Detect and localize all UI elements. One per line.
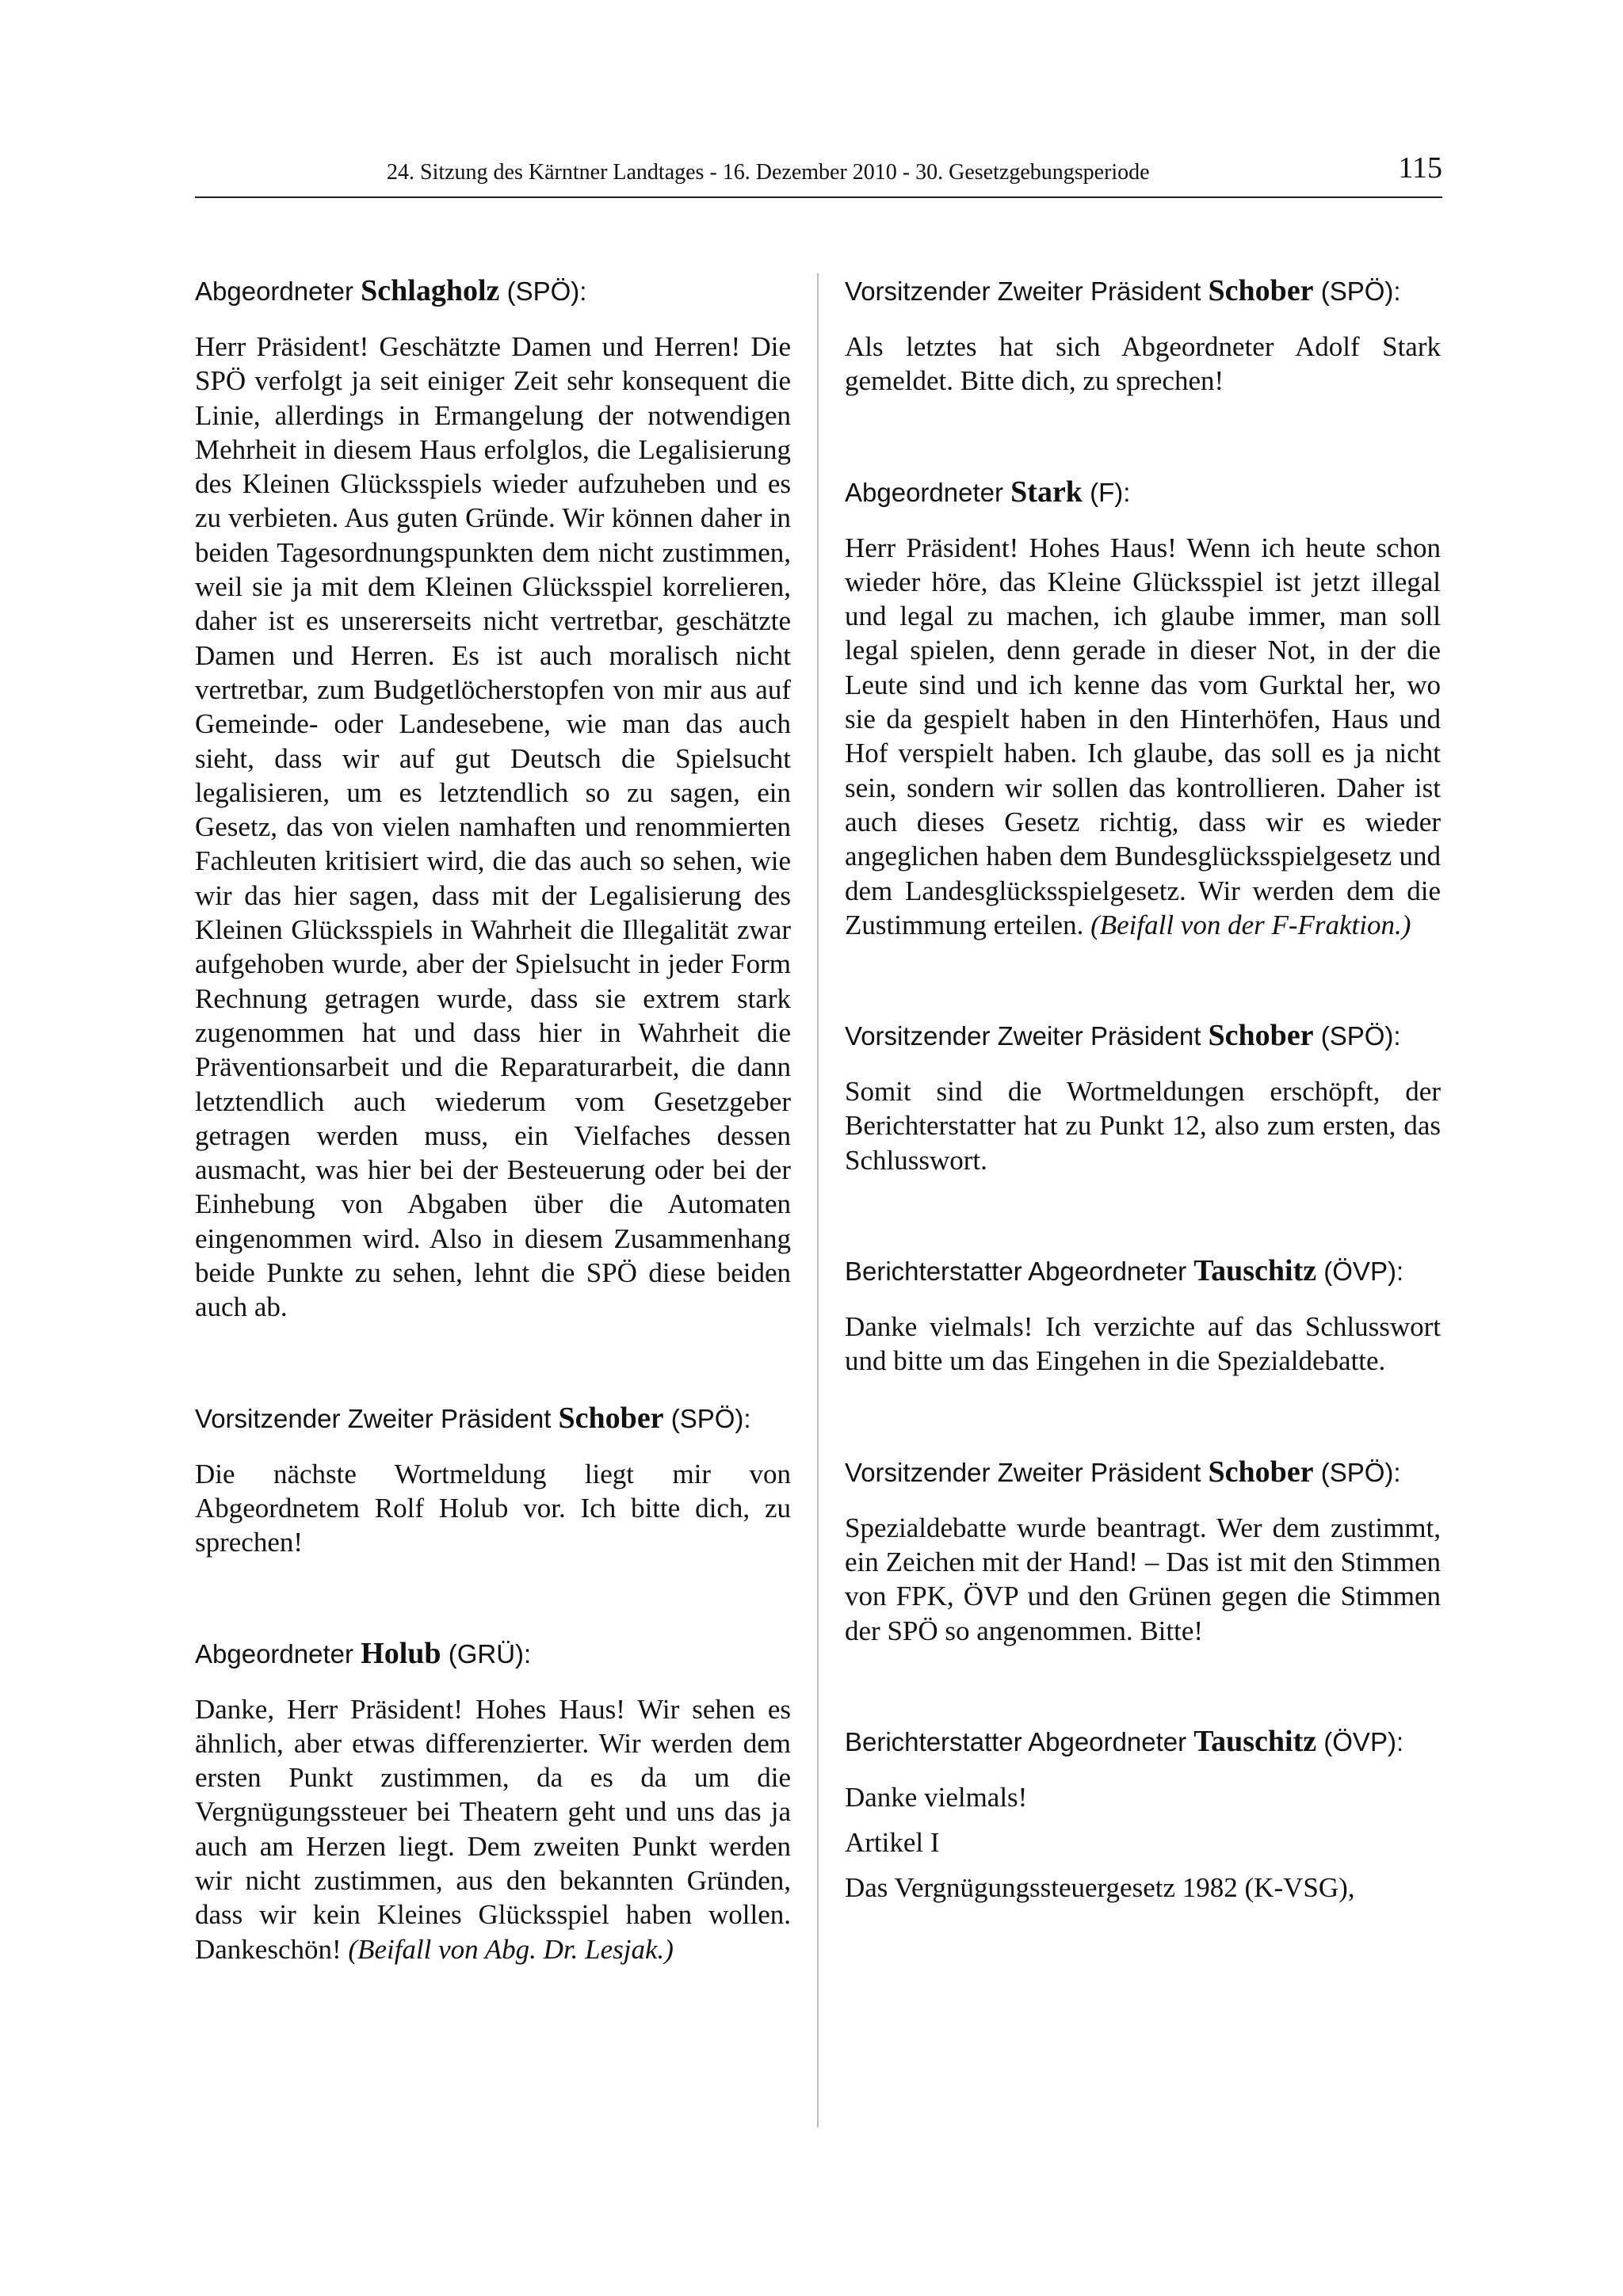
speaker-heading (845, 273, 1441, 309)
speaker-heading (195, 1636, 791, 1672)
speech-paragraph: Spezialdebatte wurde beantragt. Wer dem zustimmt, ein Zeichen mit der Hand! – Das ist mit den Stimmen von FPK, ÖVP und den Grünen gegen die Stimmen der SPÖ so angenommen. Bitte! (845, 1512, 1441, 1646)
speaker-party: (SPÖ): (663, 1403, 751, 1433)
speech-paragraph: Herr Präsident! Geschätzte Damen und Herren! Die SPÖ verfolgt ja seit einiger Zeit sehr konsequent die Linie, allerdings in Ermangelung der notwendigen Mehrheit in diesem Haus erfolglos, die Legalisierung des Kleinen Glücksspiels wieder aufzuheben und es zu verbieten. Aus guten Gründe. Wir können daher in beiden Tagesordnungspunkten dem nicht zustimmen, weil sie ja mit dem Kleinen Glücksspiel korrelieren, daher ist es unsererseits nicht vertretbar, geschätzte Damen und Herren. Es ist auch moralisch nicht vertretbar, zum Budgetlöcherstopfen von mir aus auf Gemeinde- oder Landesebene, wie man das auch sieht, dass wir auf gut Deutsch die Spielsucht legalisieren, um es letztendlich so zu sagen, ein Gesetz, das von vielen namhaften und renommierten Fachleuten kritisiert wird, die das auch so sehen, wie wir das hier sagen, dass mit der Legalisierung des Kleinen Glücksspiels in Wahrheit die Illegalität zwar aufgehoben wurde, aber der Spielsucht in jeder Form Rechnung getragen wurde, dass sie extrem stark zugenommen hat und dass hier in Wahrheit die Präventionsarbeit und die Reparaturarbeit, die dann letztendlich auch wiederum vom Gesetzgeber getragen werden muss, ein Vielfaches dessen ausmacht, was hier bei der Besteuerung oder bei der Einhebung von Abgaben über die Automaten eingenommen wird. Also in diesem Zusammenhang beide Punkte zu sehen, lehnt die SPÖ diese beiden auch ab. (195, 331, 791, 1323)
speaker-name: Tauschitz (1193, 1724, 1317, 1758)
speaker-heading (845, 1724, 1441, 1760)
speaker-party: (SPÖ): (1313, 1021, 1401, 1051)
speech-paragraph: Als letztes hat sich Abgeordneter Adolf Stark gemeldet. Bitte dich, zu sprechen! (845, 331, 1441, 397)
speech-text: Danke, Herr Präsident! Hohes Haus! Wir sehen es ähnlich, aber etwas differenzierter. Wir werden dem ersten Punkt zustimmen, da es da um die Vergnügungssteuer bei Theatern geht und uns das ja auch am Herzen liegt. Dem zweiten Punkt werden wir nicht zustimmen, aus den bekannten Gründen, dass wir kein Kleines Glücksspiel haben wollen. Dankeschön! (195, 1693, 791, 1965)
column-divider (817, 273, 819, 2127)
speech-paragraph: Das Vergnügungssteuergesetz 1982 (K-VSG), (845, 1872, 1355, 1904)
speaker-heading (195, 1401, 791, 1436)
speech-text: Herr Präsident! Hohes Haus! Wenn ich heute schon wieder höre, das Kleine Glücksspiel ist jetzt illegal und legal zu machen, ich glaube immer, man soll legal spielen, denn gerade in dieser Not, in der die Leute sind und ich kenne das vom Gurktal her, wo sie da gespielt haben in den Hinterhöfen, Haus und Hof verspielt haben. Ich glaube, das soll es ja nicht sein, sondern wir sollen das kontrollieren. Daher ist auch dieses Gesetz richtig, dass wir es wieder angeglichen haben dem Bundesglücksspielgesetz und dem Landesglücksspielgesetz. Wir werden dem die Zustimmung erteilen. (845, 532, 1441, 940)
speaker-name: Schober (1208, 1455, 1314, 1489)
page-header (195, 151, 1442, 198)
right-column (845, 273, 1441, 1905)
speech-paragraph: Somit sind die Wortmeldungen erschöpft, der Berichterstatter hat zu Punkt 12, also zum ersten, das Schlusswort. (845, 1076, 1441, 1176)
speaker-heading (845, 1253, 1441, 1289)
applause-note: (Beifall von Abg. Dr. Lesjak.) (348, 1933, 674, 1965)
speaker-party: (SPÖ): (1313, 1457, 1401, 1487)
speaker-heading (845, 1455, 1441, 1490)
speaker-party: (SPÖ): (1313, 277, 1401, 306)
left-column (195, 273, 791, 1966)
applause-note: (Beifall von der F-Fraktion.) (1090, 909, 1411, 940)
speech-paragraph (845, 531, 1441, 943)
speaker-party: (GRÜ): (441, 1638, 532, 1669)
speaker-name: Schober (1208, 274, 1314, 307)
speaker-role: Vorsitzender Zweiter Präsident (845, 1457, 1209, 1487)
speaker-role: Berichterstatter Abgeordneter (845, 1257, 1194, 1287)
speaker-name: Schober (558, 1401, 664, 1435)
speaker-name: Stark (1010, 475, 1083, 509)
speech-paragraph: Danke vielmals! (845, 1781, 1028, 1813)
speaker-role: Vorsitzender Zweiter Präsident (845, 1021, 1209, 1051)
speaker-heading (195, 273, 791, 309)
speaker-role: Vorsitzender Zweiter Präsident (195, 1403, 559, 1433)
speaker-name: Schlagholz (361, 274, 500, 307)
speech-paragraph: Danke vielmals! Ich verzichte auf das Schlusswort und bitte um das Eingehen in die Spezialdebatte. (845, 1311, 1441, 1377)
speech-paragraph (195, 1692, 791, 1966)
speaker-party: (ÖVP): (1316, 1726, 1404, 1756)
speaker-party: (SPÖ): (499, 277, 587, 306)
speaker-party: (ÖVP): (1316, 1257, 1404, 1287)
speaker-name: Holub (361, 1636, 441, 1670)
header-title: 24. Sitzung des Kärntner Landtages - 16. Dezember 2010 - 30. Gesetzgebungsperiode (387, 160, 1150, 185)
speaker-role: Berichterstatter Abgeordneter (845, 1726, 1194, 1756)
speaker-role: Abgeordneter (195, 1638, 361, 1669)
page-number: 115 (1398, 151, 1442, 185)
speech-paragraph: Die nächste Wortmeldung liegt mir von Abgeordnetem Rolf Holub vor. Ich bitte dich, zu sprechen! (195, 1458, 791, 1558)
speaker-heading (845, 475, 1441, 510)
article-heading: Artikel I (845, 1827, 940, 1859)
speaker-name: Tauschitz (1193, 1254, 1317, 1288)
speaker-role: Abgeordneter (195, 277, 361, 306)
speaker-party: (F): (1082, 477, 1131, 507)
speaker-name: Schober (1208, 1019, 1314, 1053)
speaker-role: Abgeordneter (845, 477, 1011, 507)
speaker-role: Vorsitzender Zweiter Präsident (845, 277, 1209, 306)
speaker-heading (845, 1018, 1441, 1054)
